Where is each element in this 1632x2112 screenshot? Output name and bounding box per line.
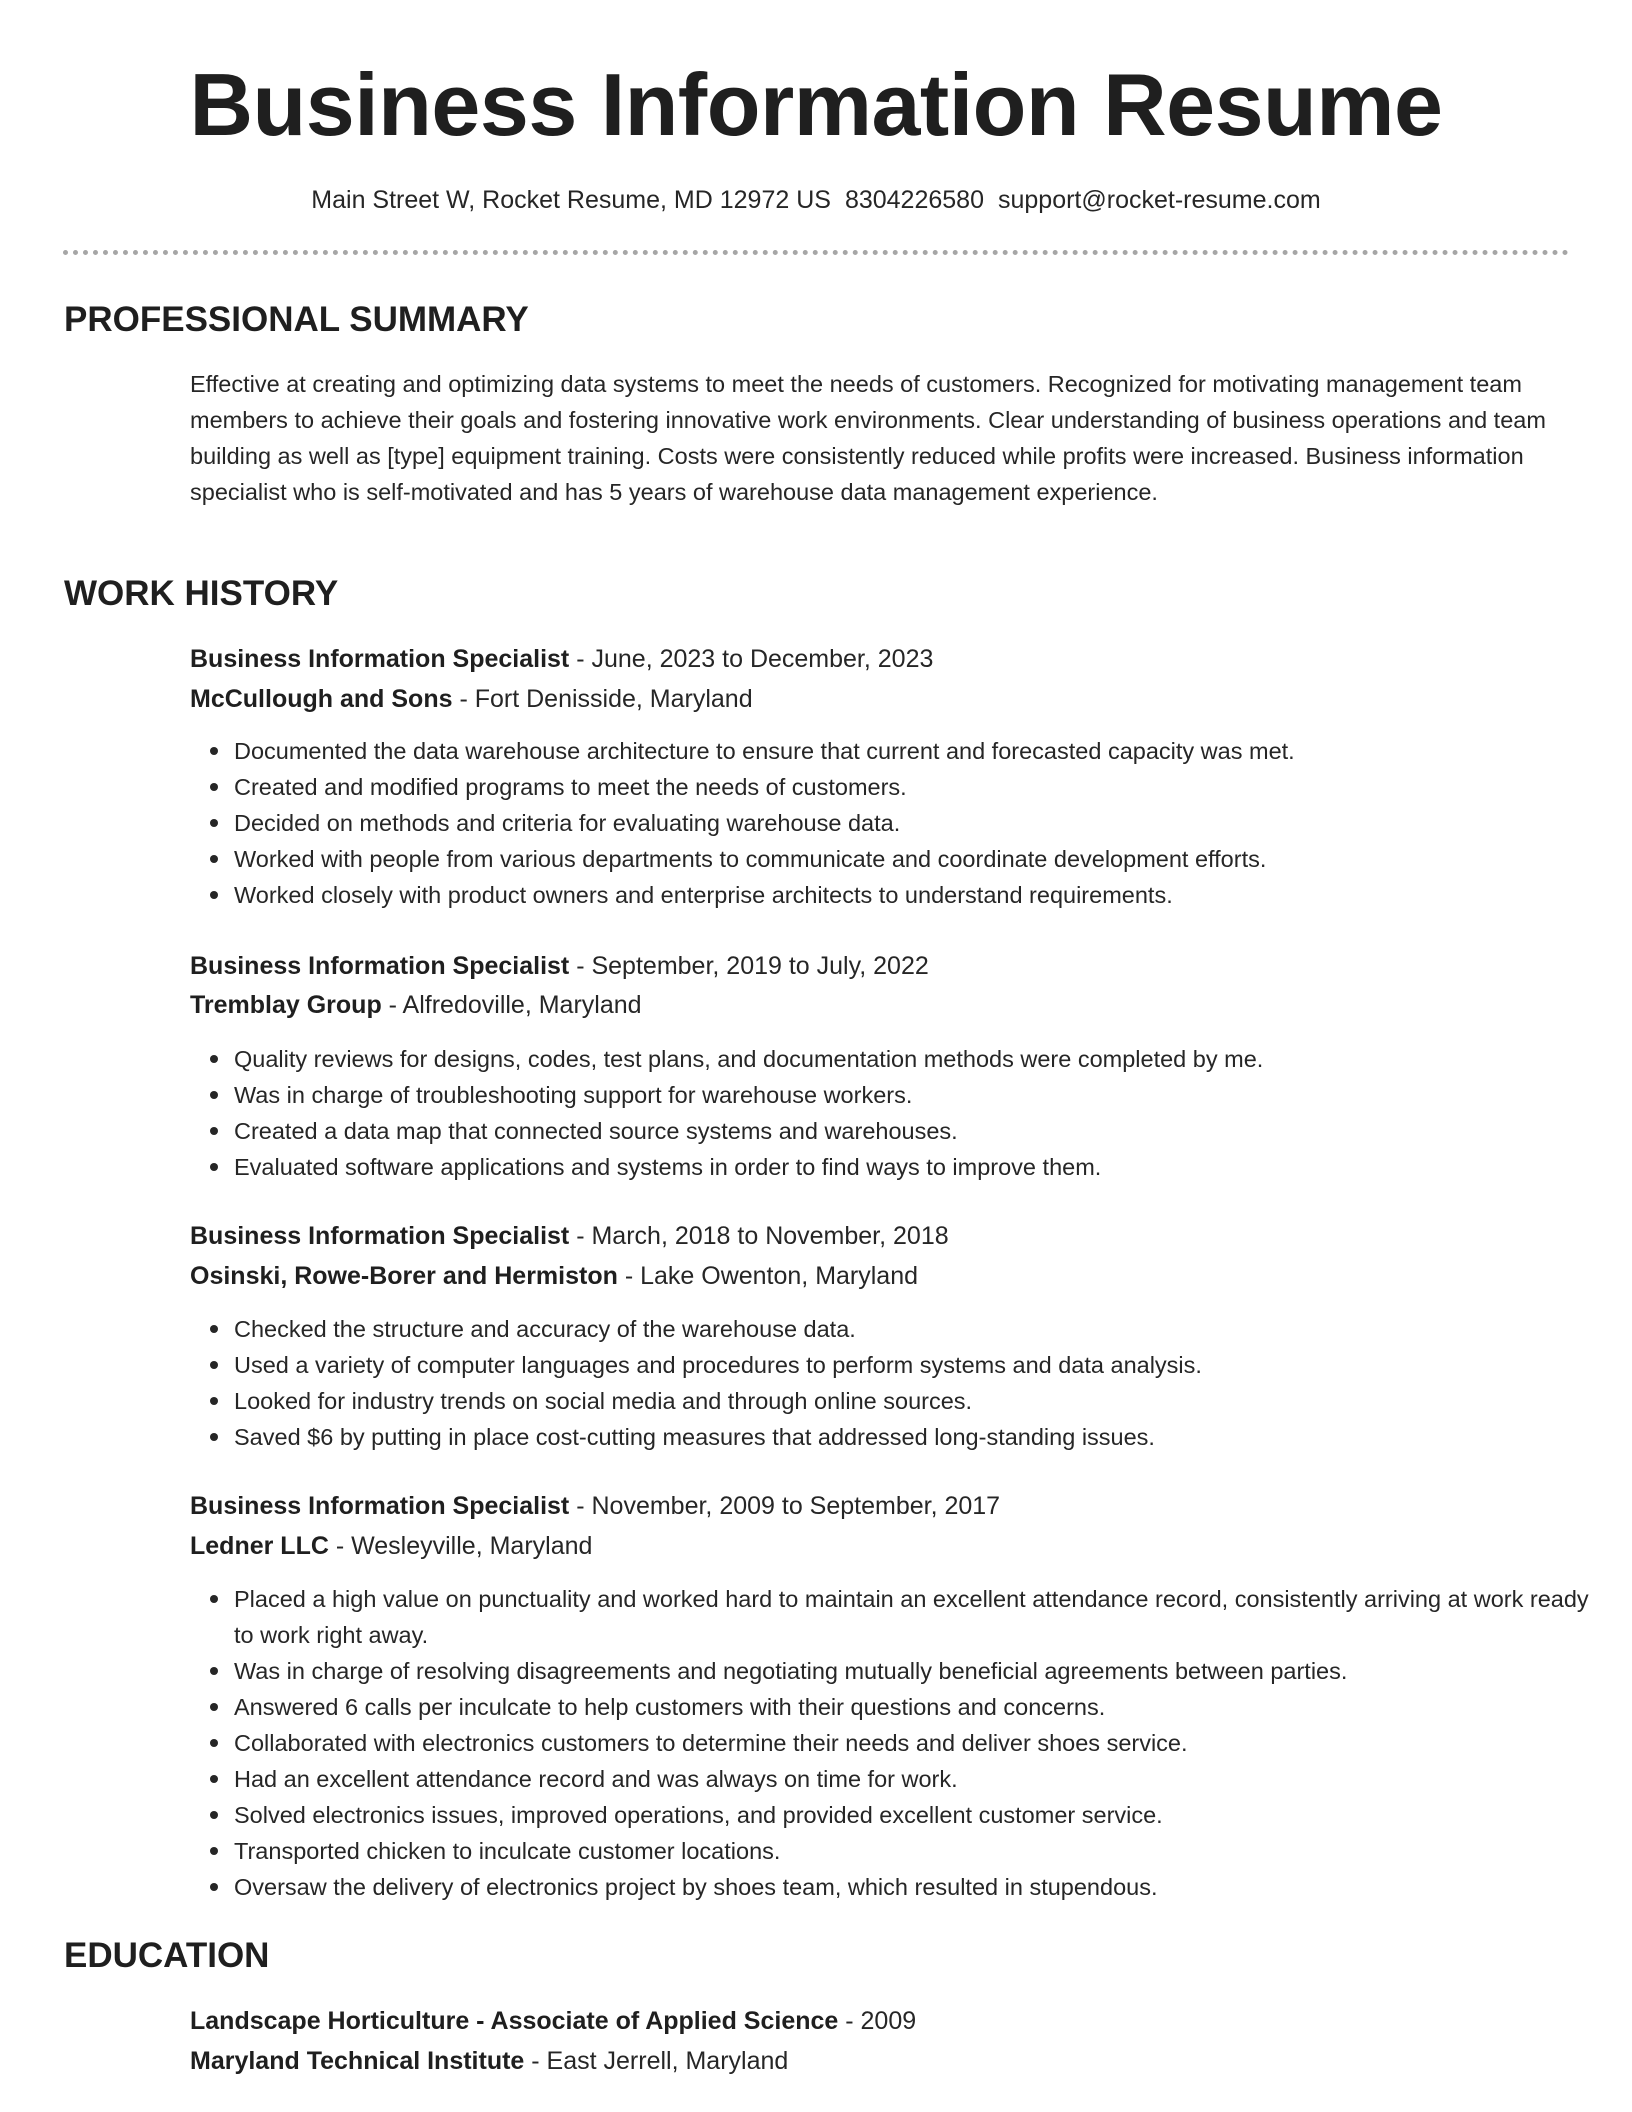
list-item: Transported chicken to inculcate customer locations.: [234, 1833, 1609, 1869]
list-item: Collaborated with electronics customers to determine their needs and deliver shoes service.: [234, 1725, 1609, 1761]
list-item: Evaluated software applications and systems in order to find ways to improve them.: [234, 1149, 1609, 1185]
job-company: Ledner LLC: [190, 1532, 329, 1560]
job-location: - Lake Owenton, Maryland: [617, 1262, 919, 1290]
education-degree-line: [190, 2003, 916, 2039]
job-company: Osinski, Rowe-Borer and Hermiston: [190, 1262, 618, 1290]
job-dates: - March, 2018 to November, 2018: [569, 1222, 949, 1250]
list-item: Used a variety of computer languages and procedures to perform systems and data analysis.: [234, 1347, 1609, 1383]
list-item: Answered 6 calls per inculcate to help customers with their questions and concerns.: [234, 1689, 1609, 1725]
contact-email: support@rocket-resume.com: [997, 186, 1321, 214]
education-degree: Landscape Horticulture - Associate of Applied Science: [190, 2007, 839, 2035]
list-item: Had an excellent attendance record and was always on time for work.: [234, 1761, 1609, 1797]
job-role: Business Information Specialist: [190, 645, 570, 673]
list-item: Created and modified programs to meet the needs of customers.: [234, 769, 1609, 805]
list-item: Was in charge of resolving disagreements and negotiating mutually beneficial agreements between parties.: [234, 1653, 1609, 1689]
job-bullets: [190, 1581, 1609, 1905]
summary-text: Effective at creating and optimizing data systems to meet the needs of customers. Recognized for motivating management team members to achieve their goals and fostering innovative work environments. Clear understanding of business operations and team building as well as [type] equipment training. Costs were consistently reduced while profits were increased. Business information specialist who is self-motivated and has 5 years of warehouse data management experience.: [190, 371, 1546, 505]
list-item: Decided on methods and criteria for evaluating warehouse data.: [234, 805, 1609, 841]
job-dates: - November, 2009 to September, 2017: [569, 1492, 1001, 1520]
job-title-line: [190, 641, 933, 677]
job-company-line: [190, 1258, 918, 1294]
section-title-summary: PROFESSIONAL SUMMARY: [64, 300, 529, 339]
list-item: Looked for industry trends on social media and through online sources.: [234, 1383, 1609, 1419]
resume-title: Business Information Resume: [189, 55, 1443, 154]
list-item: Solved electronics issues, improved operations, and provided excellent customer service.: [234, 1797, 1609, 1833]
section-title-work-history: WORK HISTORY: [64, 574, 339, 613]
job-company-line: [190, 987, 642, 1023]
list-item: Documented the data warehouse architecture to ensure that current and forecasted capacity was met.: [234, 733, 1609, 769]
header-divider: [63, 250, 1569, 255]
education-year: - 2009: [838, 2007, 917, 2035]
contact-phone: 8304226580: [844, 186, 984, 214]
job-bullets: [190, 733, 1609, 913]
job-title-line: [190, 1218, 949, 1254]
job-company-line: [190, 1528, 592, 1564]
education-school-line: [190, 2043, 788, 2079]
job-dates: - September, 2019 to July, 2022: [569, 952, 929, 980]
job-company: Tremblay Group: [190, 991, 382, 1019]
job-bullets: [190, 1311, 1609, 1455]
education-location: - East Jerrell, Maryland: [524, 2047, 789, 2075]
section-title-education: EDUCATION: [64, 1936, 270, 1975]
list-item: Created a data map that connected source systems and warehouses.: [234, 1113, 1609, 1149]
job-role: Business Information Specialist: [190, 1492, 570, 1520]
job-title-line: [190, 948, 929, 984]
list-item: Checked the structure and accuracy of the warehouse data.: [234, 1311, 1609, 1347]
job-location: - Alfredoville, Maryland: [381, 991, 642, 1019]
job-location: - Wesleyville, Maryland: [328, 1532, 593, 1560]
contact-line: [0, 182, 1632, 218]
contact-address: Main Street W, Rocket Resume, MD 12972 US: [311, 186, 831, 214]
education-school: Maryland Technical Institute: [190, 2047, 525, 2075]
list-item: Was in charge of troubleshooting support for warehouse workers.: [234, 1077, 1609, 1113]
job-company-line: [190, 681, 753, 717]
job-company: McCullough and Sons: [190, 685, 453, 713]
list-item: Oversaw the delivery of electronics project by shoes team, which resulted in stupendous.: [234, 1869, 1609, 1905]
job-bullets: [190, 1041, 1609, 1185]
job-title-line: [190, 1488, 1000, 1524]
list-item: Saved $6 by putting in place cost-cutting measures that addressed long-standing issues.: [234, 1419, 1609, 1455]
job-role: Business Information Specialist: [190, 1222, 570, 1250]
list-item: Worked with people from various departments to communicate and coordinate development efforts.: [234, 841, 1609, 877]
job-role: Business Information Specialist: [190, 952, 570, 980]
list-item: Placed a high value on punctuality and worked hard to maintain an excellent attendance record, consistently arriving at work ready to work right away.: [234, 1581, 1609, 1653]
list-item: Worked closely with product owners and enterprise architects to understand requirements.: [234, 877, 1609, 913]
job-dates: - June, 2023 to December, 2023: [569, 645, 934, 673]
job-location: - Fort Denisside, Maryland: [452, 685, 753, 713]
list-item: Quality reviews for designs, codes, test plans, and documentation methods were completed by me.: [234, 1041, 1609, 1077]
